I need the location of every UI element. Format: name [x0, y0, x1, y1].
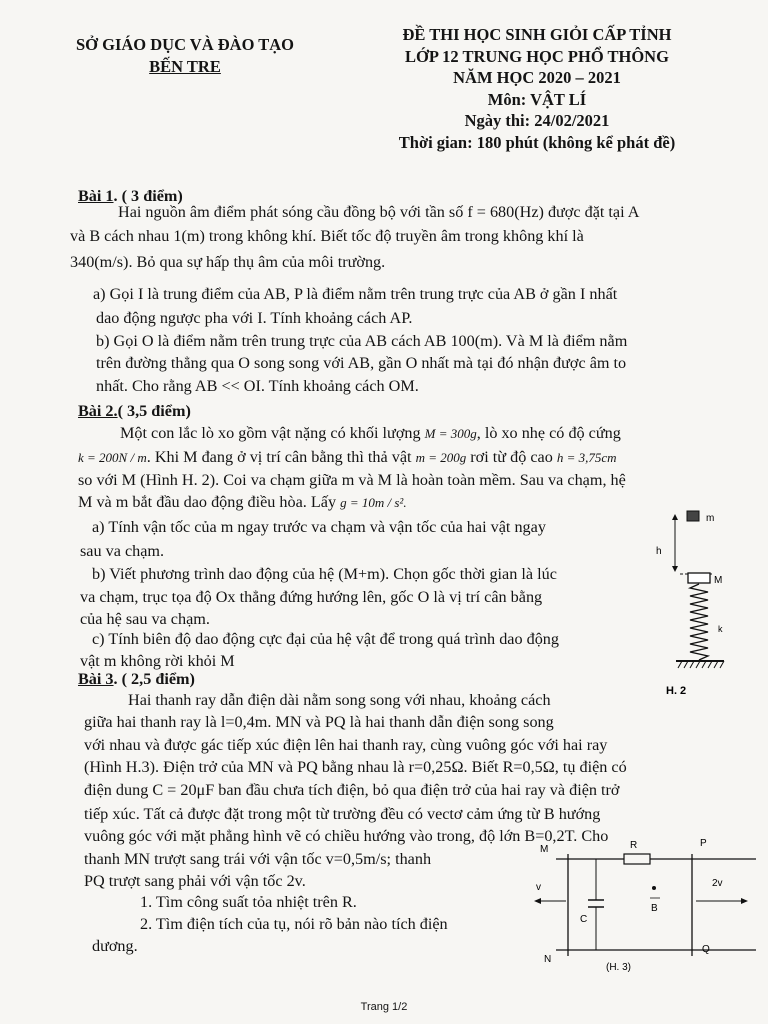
bai1-line: 340(m/s). Bỏ qua sự hấp thụ âm của môi trường.	[70, 253, 386, 271]
bai3-line: tiếp xúc. Tất cả được đặt trong một từ trường đều có vectơ cảm ứng từ B hướng	[84, 805, 601, 823]
bai1-part-b-cont: trên đường thẳng qua O song song với AB, gần O nhất mà tại đó nhận được âm to	[96, 354, 627, 372]
bai2-part-b-cont: va chạm, trục tọa độ Ox thẳng đứng hướng lên, gốc O là vị trí cân bằng	[80, 588, 543, 606]
label-Q: Q	[702, 944, 710, 955]
text: . Khi M đang ở vị trí cân bằng thì thả vật	[146, 448, 412, 466]
bai1-part-b: b) Gọi O là điểm nằm trên trung trực của AB cách AB 100(m). Và M là điểm nằm	[96, 332, 628, 350]
bai1-points: . ( 3 điểm)	[113, 187, 183, 205]
label-h: h	[656, 546, 662, 557]
text: , lò xo nhẹ có độ cứng	[476, 424, 621, 442]
bai2-part-b: b) Viết phương trình dao động của hệ (M+m). Chọn gốc thời gian là lúc	[92, 565, 557, 583]
subject: Môn: VẬT LÍ	[487, 89, 587, 109]
bai2-part-c: c) Tính biên độ dao động cực đại của hệ vật để trong quá trình dao động	[92, 630, 559, 648]
formula-m: m = 200g	[415, 450, 467, 465]
label-v: v	[536, 882, 541, 893]
bai1-part-a-cont: dao động ngược pha với I. Tính khoảng cách AP.	[96, 309, 413, 327]
spring	[690, 584, 708, 660]
bai3-line: giữa hai thanh ray là l=0,4m. MN và PQ là hai thanh dẫn điện song song	[84, 713, 554, 731]
bai2-line-3: so với M (Hình H. 2). Coi va chạm giữa m và M là hoàn toàn mềm. Sau va chạm, hệ	[78, 471, 626, 489]
resistor-R	[624, 854, 650, 864]
department-name: SỞ GIÁO DỤC VÀ ĐÀO TẠO	[75, 35, 295, 54]
label-R: R	[630, 840, 638, 851]
label-k: k	[718, 624, 723, 634]
bai2-part-b-end: của hệ sau va chạm.	[80, 610, 210, 628]
bai2-part-a: a) Tính vận tốc của m ngay trước va chạm và vận tốc của hai vật ngay	[92, 518, 546, 536]
bai3-question-2-cont: dương.	[92, 937, 138, 955]
bai3-title: Bài 3	[78, 670, 114, 688]
bai3-line: điện dung C = 20μF ban đầu chưa tích điện, bỏ qua điện trở của hai ray và điện trở	[84, 781, 620, 799]
bai2-part-c-cont: vật m không rời khỏi M	[80, 652, 235, 670]
bai3-question-2: 2. Tìm điện tích của tụ, nói rõ bản nào tích điện	[140, 915, 448, 933]
figure-h3	[520, 832, 760, 978]
bai3-line: (Hình H.3). Điện trở của MN và PQ bằng nhau là r=0,25Ω. Biết R=0,5Ω, tụ điện có	[84, 758, 627, 776]
field-dot	[652, 886, 656, 890]
label-P: P	[700, 838, 707, 849]
bai1-line: Hai nguồn âm điểm phát sóng cầu đồng bộ với tần số f = 680(Hz) được đặt tại A	[118, 203, 640, 221]
bai3-question-1: 1. Tìm công suất tỏa nhiệt trên R.	[140, 893, 357, 911]
bai2-points: ( 3,5 điểm)	[117, 402, 191, 420]
bai1-part-b-end: nhất. Cho rằng AB << OI. Tính khoảng cách OM.	[96, 377, 419, 395]
formula-k: k = 200N / m	[78, 450, 147, 465]
mass-M-block	[688, 573, 710, 583]
arrow-head-right	[741, 898, 748, 904]
bai3-line: với nhau và được gác tiếp xúc điện lên hai thanh ray, cùng vuông góc với hai ray	[84, 736, 608, 754]
caption-h2: H. 2	[666, 685, 687, 697]
bai2-part-a-cont: sau va chạm.	[80, 542, 165, 560]
bai3-line: Hai thanh ray dẫn điện dài nằm song song với nhau, khoảng cách	[128, 691, 551, 709]
label-M: M	[714, 575, 723, 586]
school-year: NĂM HỌC 2020 – 2021	[453, 68, 621, 87]
arrow-head-down	[672, 566, 678, 572]
bai1-title: Bài 1	[78, 187, 114, 205]
caption-h3: (H. 3)	[606, 962, 631, 973]
arrow-head-up	[672, 514, 678, 520]
exam-grade: LỚP 12 TRUNG HỌC PHỔ THÔNG	[405, 46, 669, 66]
exam-date: Ngày thi: 24/02/2021	[464, 111, 610, 130]
label-2v: 2v	[712, 878, 723, 889]
label-m: m	[706, 513, 715, 524]
figure-h2	[640, 500, 750, 700]
bai2-title: Bài 2.	[78, 402, 118, 420]
label-M: M	[540, 844, 549, 855]
mass-m-block	[687, 511, 699, 521]
bai1-line: và B cách nhau 1(m) trong không khí. Biết tốc độ truyền âm trong không khí là	[70, 227, 584, 245]
label-B: B	[651, 903, 658, 914]
header-left	[60, 34, 310, 78]
formula-g: g = 10m / s².	[340, 495, 407, 510]
bai2-line-1	[120, 423, 621, 444]
header-right	[372, 24, 702, 153]
formula-M: M = 300g	[424, 426, 477, 441]
bai2-line-2	[78, 447, 617, 468]
bai3-heading	[78, 669, 195, 689]
text: Một con lắc lò xo gồm vật nặng có khối lượng	[120, 424, 421, 442]
ground-hatch	[678, 661, 724, 668]
formula-h: h = 3,75cm	[556, 450, 617, 465]
bai2-heading	[78, 401, 191, 421]
arrow-head-left	[534, 898, 541, 904]
bai3-line: thanh MN trượt sang trái với vận tốc v=0,5m/s; thanh	[84, 850, 432, 868]
province-name: BẾN TRE	[149, 57, 221, 76]
label-C: C	[580, 914, 588, 925]
bai3-line: vuông góc với mặt phẳng hình vẽ có chiều hướng vào trong, độ lớn B=0,2T. Cho	[84, 827, 609, 845]
bai1-part-a: a) Gọi I là trung điểm của AB, P là điểm nằm trên trung trực của AB ở gần I nhất	[93, 285, 618, 303]
bai3-line: PQ trượt sang phải với vận tốc 2v.	[84, 872, 306, 890]
exam-duration: Thời gian: 180 phút (không kể phát đề)	[398, 132, 676, 152]
text: M và m bắt đầu dao động điều hòa. Lấy	[78, 493, 337, 511]
label-N: N	[544, 954, 552, 965]
text: rơi từ độ cao	[470, 448, 553, 466]
exam-title: ĐỀ THI HỌC SINH GIỎI CẤP TỈNH	[402, 25, 672, 44]
page-number: Trang 1/2	[360, 1001, 408, 1013]
bai2-line-4	[78, 492, 407, 513]
bai3-points: . ( 2,5 điểm)	[113, 670, 195, 688]
